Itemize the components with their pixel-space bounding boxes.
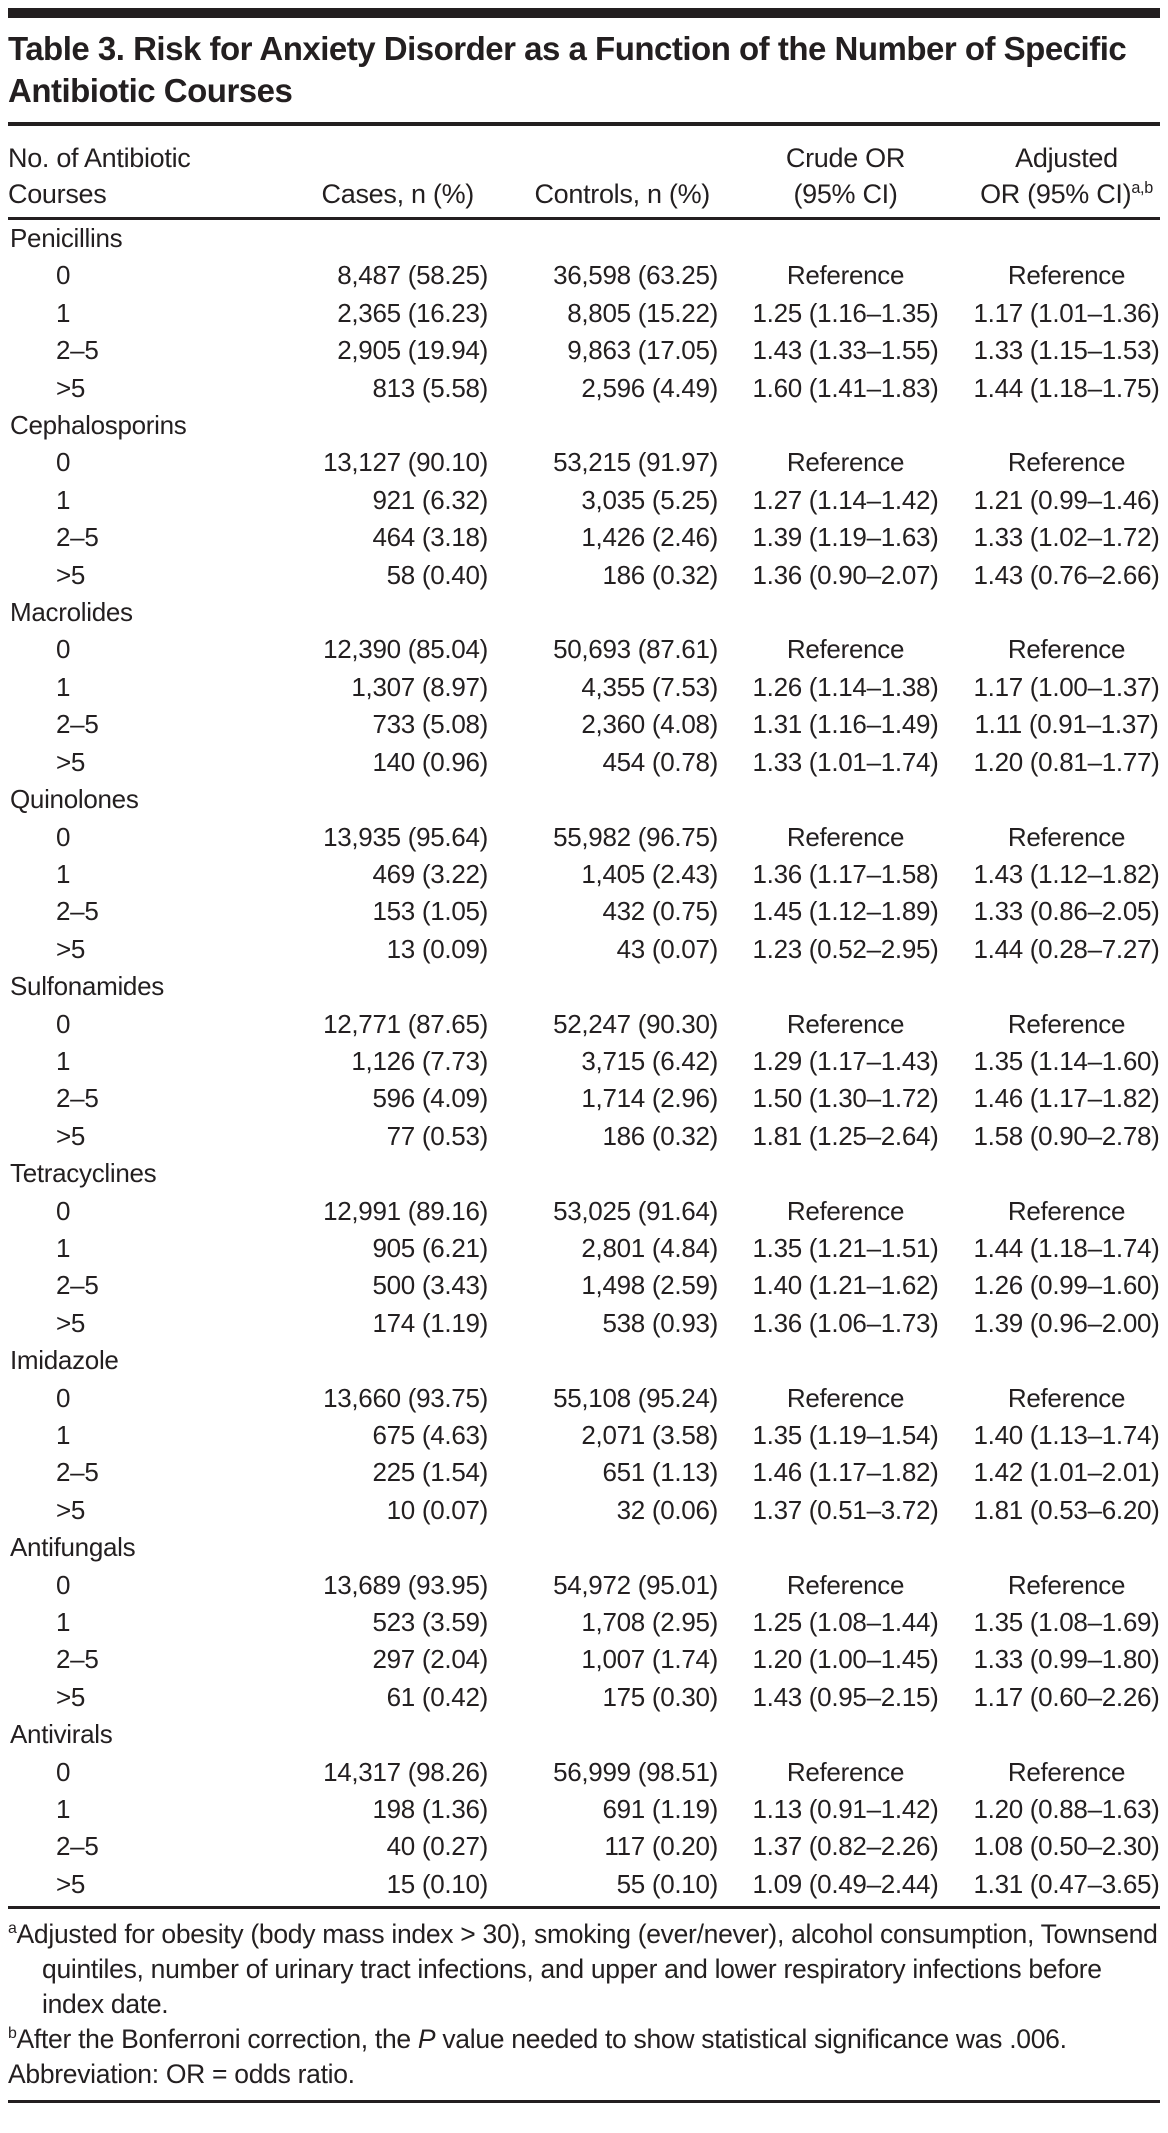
cases-cell: 8,487 (58.25) bbox=[337, 260, 488, 291]
section-header-row bbox=[8, 1155, 1160, 1192]
controls-cell: 9,863 (17.05) bbox=[567, 335, 718, 366]
courses-cell: >5 bbox=[56, 933, 86, 964]
crude-or-cell: 1.23 (0.52–2.95) bbox=[752, 933, 939, 964]
bottom-rule bbox=[8, 2100, 1160, 2103]
crude-or-cell: 1.81 (1.25–2.64) bbox=[752, 1120, 939, 1151]
adjusted-or-cell: 1.39 (0.96–2.00) bbox=[973, 1307, 1160, 1338]
table-row bbox=[8, 482, 1160, 519]
courses-cell: 1 bbox=[56, 484, 71, 515]
crude-or-cell: Reference bbox=[786, 1195, 905, 1226]
col-header-courses bbox=[8, 140, 193, 212]
cases-cell: 40 (0.27) bbox=[386, 1831, 488, 1862]
courses-cell: 2–5 bbox=[56, 522, 99, 553]
adjusted-or-cell: Reference bbox=[1007, 1756, 1126, 1787]
cases-cell: 2,365 (16.23) bbox=[337, 297, 488, 328]
table-row bbox=[8, 1118, 1160, 1155]
col-header-adjusted-or bbox=[973, 140, 1160, 212]
section-name: Penicillins bbox=[10, 223, 123, 253]
cases-cell: 13 (0.09) bbox=[386, 933, 488, 964]
adjusted-or-cell: 1.44 (0.28–7.27) bbox=[973, 933, 1160, 964]
courses-cell: 0 bbox=[56, 1569, 71, 1600]
abbreviation-note: Abbreviation: OR = odds ratio. bbox=[8, 2059, 355, 2090]
footnote-marker-ab: a,b bbox=[1131, 179, 1153, 197]
adjusted-or-cell: 1.33 (0.99–1.80) bbox=[973, 1644, 1160, 1675]
table-row bbox=[8, 257, 1160, 294]
table-row bbox=[8, 1006, 1160, 1043]
section-name: Macrolides bbox=[10, 597, 133, 628]
controls-cell: 1,714 (2.96) bbox=[581, 1083, 718, 1114]
cases-cell: 14,317 (98.26) bbox=[323, 1756, 488, 1787]
courses-cell: 1 bbox=[56, 1045, 71, 1076]
table-row bbox=[8, 1641, 1160, 1678]
section-name: Antifungals bbox=[10, 1532, 136, 1563]
col-header-cases: Cases, n (%) bbox=[321, 179, 474, 209]
section-header-row bbox=[8, 594, 1160, 631]
controls-cell: 32 (0.06) bbox=[616, 1494, 718, 1525]
adjusted-or-cell: 1.43 (1.12–1.82) bbox=[973, 858, 1160, 889]
crude-or-cell: 1.43 (1.33–1.55) bbox=[752, 335, 939, 366]
courses-cell: 0 bbox=[56, 1382, 71, 1413]
crude-or-cell: 1.33 (1.01–1.74) bbox=[752, 746, 939, 777]
crude-or-cell: 1.26 (1.14–1.38) bbox=[752, 671, 939, 702]
cases-cell: 1,126 (7.73) bbox=[351, 1045, 488, 1076]
table-row bbox=[8, 1679, 1160, 1716]
cases-cell: 13,127 (90.10) bbox=[323, 447, 488, 478]
courses-cell: 1 bbox=[56, 1607, 71, 1638]
crude-or-cell: 1.29 (1.17–1.43) bbox=[752, 1045, 939, 1076]
footnote-a-text: Adjusted for obesity (body mass index > 30), smoking (ever/never), alcohol consumption, Townsend quintiles, number of urinary tract infections, and upper and lower respiratory infections before index date. bbox=[16, 1919, 1158, 2020]
cases-cell: 500 (3.43) bbox=[372, 1270, 488, 1301]
table-row bbox=[8, 444, 1160, 481]
controls-cell: 3,035 (5.25) bbox=[581, 484, 718, 515]
courses-cell: 1 bbox=[56, 297, 71, 328]
section-header-row bbox=[8, 407, 1160, 444]
courses-cell: >5 bbox=[56, 372, 86, 403]
crude-or-cell: Reference bbox=[786, 634, 905, 665]
cases-cell: 13,660 (93.75) bbox=[323, 1382, 488, 1413]
adjusted-or-cell: 1.81 (0.53–6.20) bbox=[973, 1494, 1160, 1525]
courses-cell: 2–5 bbox=[56, 709, 99, 740]
table-row bbox=[8, 1380, 1160, 1417]
cases-cell: 675 (4.63) bbox=[372, 1420, 488, 1450]
crude-or-cell: 1.60 (1.41–1.83) bbox=[752, 372, 939, 403]
adjusted-or-cell: Reference bbox=[1007, 1195, 1126, 1226]
controls-cell: 53,025 (91.64) bbox=[553, 1195, 718, 1226]
courses-cell: 2–5 bbox=[56, 335, 99, 366]
crude-or-cell: 1.27 (1.14–1.42) bbox=[752, 484, 939, 515]
cases-cell: 596 (4.09) bbox=[372, 1083, 488, 1114]
crude-or-cell: 1.35 (1.19–1.54) bbox=[752, 1420, 939, 1450]
cases-cell: 12,771 (87.65) bbox=[323, 1008, 488, 1039]
table-row bbox=[8, 332, 1160, 369]
cases-cell: 464 (3.18) bbox=[372, 522, 488, 553]
section-name: Sulfonamides bbox=[10, 971, 164, 1002]
adjusted-or-cell: 1.42 (1.01–2.01) bbox=[973, 1457, 1160, 1488]
courses-cell: 1 bbox=[56, 1420, 71, 1450]
table-row bbox=[8, 370, 1160, 407]
table-row bbox=[8, 1492, 1160, 1529]
crude-or-cell: 1.13 (0.91–1.42) bbox=[752, 1794, 939, 1825]
controls-cell: 36,598 (63.25) bbox=[553, 260, 718, 291]
section-header-row bbox=[8, 1529, 1160, 1566]
courses-cell: 1 bbox=[56, 1232, 71, 1263]
crude-or-cell: 1.46 (1.17–1.82) bbox=[752, 1457, 939, 1488]
cases-cell: 297 (2.04) bbox=[372, 1644, 488, 1675]
adjusted-or-cell: Reference bbox=[1007, 821, 1126, 852]
col-header-adjusted-or-line2 bbox=[973, 176, 1160, 212]
controls-cell: 538 (0.93) bbox=[602, 1307, 718, 1338]
section-name: Antivirals bbox=[10, 1719, 113, 1750]
courses-cell: 2–5 bbox=[56, 1270, 99, 1301]
crude-or-cell: 1.35 (1.21–1.51) bbox=[752, 1232, 939, 1263]
courses-cell: 0 bbox=[56, 260, 71, 291]
crude-or-cell: 1.09 (0.49–2.44) bbox=[752, 1868, 939, 1899]
adjusted-or-cell: 1.33 (1.02–1.72) bbox=[973, 522, 1160, 553]
crude-or-cell: Reference bbox=[786, 1008, 905, 1039]
courses-cell: 2–5 bbox=[56, 1457, 99, 1488]
crude-or-cell: 1.25 (1.16–1.35) bbox=[752, 297, 939, 328]
controls-cell: 1,498 (2.59) bbox=[581, 1270, 718, 1301]
crude-or-cell: Reference bbox=[786, 1382, 905, 1413]
title-rule bbox=[8, 122, 1160, 126]
controls-cell: 1,007 (1.74) bbox=[581, 1644, 718, 1675]
footnote-b-italic-p: P bbox=[417, 2024, 436, 2055]
controls-cell: 175 (0.30) bbox=[602, 1681, 718, 1712]
table-row bbox=[8, 931, 1160, 968]
cases-cell: 12,390 (85.04) bbox=[323, 634, 488, 665]
table-row bbox=[8, 1305, 1160, 1342]
controls-cell: 1,708 (2.95) bbox=[581, 1607, 718, 1638]
table-row bbox=[8, 1230, 1160, 1267]
section-name: Imidazole bbox=[10, 1345, 119, 1376]
courses-cell: >5 bbox=[56, 1307, 86, 1338]
column-header-row bbox=[8, 140, 1160, 212]
crude-or-cell: 1.31 (1.16–1.49) bbox=[752, 709, 939, 740]
cases-cell: 225 (1.54) bbox=[372, 1457, 488, 1488]
cases-cell: 77 (0.53) bbox=[386, 1120, 488, 1151]
courses-cell: 2–5 bbox=[56, 1831, 99, 1862]
table-body bbox=[8, 220, 1160, 1903]
table-row bbox=[8, 1267, 1160, 1304]
cases-cell: 921 (6.32) bbox=[372, 484, 488, 515]
crude-or-cell: 1.43 (0.95–2.15) bbox=[752, 1681, 939, 1712]
col-header-courses-line2: Courses bbox=[8, 179, 107, 209]
cases-cell: 905 (6.21) bbox=[372, 1232, 488, 1263]
cases-cell: 733 (5.08) bbox=[372, 709, 488, 740]
adjusted-or-cell: Reference bbox=[1007, 447, 1126, 478]
controls-cell: 55,108 (95.24) bbox=[553, 1382, 718, 1413]
controls-cell: 8,805 (15.22) bbox=[567, 297, 718, 328]
table-row bbox=[8, 1417, 1160, 1454]
crude-or-cell: 1.36 (1.06–1.73) bbox=[752, 1307, 939, 1338]
crude-or-cell: 1.20 (1.00–1.45) bbox=[752, 1644, 939, 1675]
courses-cell: 0 bbox=[56, 1756, 71, 1787]
col-header-crude-or-line2: (95% CI) bbox=[793, 179, 898, 209]
crude-or-cell: 1.50 (1.30–1.72) bbox=[752, 1083, 939, 1114]
adjusted-or-cell: 1.43 (0.76–2.66) bbox=[973, 559, 1160, 590]
table-row bbox=[8, 1791, 1160, 1828]
adjusted-or-cell: 1.46 (1.17–1.82) bbox=[973, 1083, 1160, 1114]
adjusted-or-cell: 1.44 (1.18–1.75) bbox=[973, 372, 1160, 403]
controls-cell: 3,715 (6.42) bbox=[581, 1045, 718, 1076]
crude-or-cell: 1.25 (1.08–1.44) bbox=[752, 1607, 939, 1638]
cases-cell: 58 (0.40) bbox=[386, 559, 488, 590]
table-row bbox=[8, 519, 1160, 556]
controls-cell: 2,801 (4.84) bbox=[581, 1232, 718, 1263]
courses-cell: 2–5 bbox=[56, 896, 99, 927]
cases-cell: 153 (1.05) bbox=[372, 896, 488, 927]
courses-cell: >5 bbox=[56, 1120, 86, 1151]
col-header-crude-or bbox=[718, 140, 973, 212]
controls-cell: 691 (1.19) bbox=[602, 1794, 718, 1825]
adjusted-or-cell: 1.17 (1.00–1.37) bbox=[973, 671, 1160, 702]
crude-or-cell: Reference bbox=[786, 1756, 905, 1787]
table-row bbox=[8, 1454, 1160, 1491]
table-row bbox=[8, 1567, 1160, 1604]
cases-cell: 10 (0.07) bbox=[386, 1494, 488, 1525]
crude-or-cell: Reference bbox=[786, 260, 905, 291]
table-row bbox=[8, 1604, 1160, 1641]
footnote-b bbox=[8, 2022, 1160, 2057]
crude-or-cell: 1.37 (0.82–2.26) bbox=[752, 1831, 939, 1862]
courses-cell: 0 bbox=[56, 447, 71, 478]
footnote-a-marker: a bbox=[8, 1920, 17, 1938]
adjusted-or-cell: Reference bbox=[1007, 634, 1126, 665]
controls-cell: 2,360 (4.08) bbox=[581, 709, 718, 740]
footnotes bbox=[8, 1917, 1160, 2092]
controls-cell: 2,071 (3.58) bbox=[581, 1420, 718, 1450]
cases-cell: 61 (0.42) bbox=[386, 1681, 488, 1712]
adjusted-or-cell: Reference bbox=[1007, 1569, 1126, 1600]
crude-or-cell: 1.45 (1.12–1.89) bbox=[752, 896, 939, 927]
cases-cell: 469 (3.22) bbox=[372, 858, 488, 889]
courses-cell: 0 bbox=[56, 1008, 71, 1039]
footnote-a bbox=[8, 1917, 1160, 2022]
adjusted-or-cell: 1.35 (1.08–1.69) bbox=[973, 1607, 1160, 1638]
controls-cell: 2,596 (4.49) bbox=[581, 372, 718, 403]
adjusted-or-cell: 1.17 (0.60–2.26) bbox=[973, 1681, 1160, 1712]
controls-cell: 186 (0.32) bbox=[602, 1120, 718, 1151]
section-header-row bbox=[8, 781, 1160, 818]
footnote-b-prefix: After the Bonferroni correction, the bbox=[16, 2024, 418, 2055]
cases-cell: 13,935 (95.64) bbox=[323, 821, 488, 852]
top-rule bbox=[8, 8, 1160, 18]
adjusted-or-cell: 1.31 (0.47–3.65) bbox=[973, 1868, 1160, 1899]
courses-cell: 0 bbox=[56, 634, 71, 665]
courses-cell: >5 bbox=[56, 1868, 86, 1899]
controls-cell: 55,982 (96.75) bbox=[553, 821, 718, 852]
controls-cell: 117 (0.20) bbox=[604, 1831, 718, 1862]
table-row bbox=[8, 631, 1160, 668]
col-header-adjusted-or-line1: Adjusted bbox=[1015, 143, 1118, 173]
section-name: Cephalosporins bbox=[10, 410, 187, 441]
cases-cell: 174 (1.19) bbox=[372, 1307, 488, 1338]
table-row bbox=[8, 856, 1160, 893]
table-row bbox=[8, 1193, 1160, 1230]
adjusted-or-cell: 1.08 (0.50–2.30) bbox=[973, 1831, 1160, 1862]
courses-cell: 2–5 bbox=[56, 1083, 99, 1114]
footnote-b-suffix: value needed to show statistical significance was .006. bbox=[435, 2024, 1067, 2055]
col-header-adjusted-or-text: OR (95% CI) bbox=[980, 179, 1132, 209]
courses-cell: >5 bbox=[56, 1494, 86, 1525]
courses-cell: 1 bbox=[56, 858, 71, 889]
courses-cell: 2–5 bbox=[56, 1644, 99, 1675]
cases-cell: 140 (0.96) bbox=[372, 746, 488, 777]
cases-cell: 15 (0.10) bbox=[386, 1868, 488, 1899]
table-row bbox=[8, 295, 1160, 332]
section-name: Tetracyclines bbox=[10, 1158, 157, 1189]
cases-cell: 1,307 (8.97) bbox=[351, 671, 488, 702]
cases-cell: 12,991 (89.16) bbox=[323, 1195, 488, 1226]
controls-cell: 432 (0.75) bbox=[602, 896, 718, 927]
crude-or-cell: 1.36 (0.90–2.07) bbox=[752, 559, 939, 590]
table-row bbox=[8, 1828, 1160, 1865]
controls-cell: 50,693 (87.61) bbox=[553, 634, 718, 665]
controls-cell: 53,215 (91.97) bbox=[553, 447, 718, 478]
table-row bbox=[8, 1080, 1160, 1117]
controls-cell: 43 (0.07) bbox=[616, 933, 718, 964]
col-header-crude-or-line1: Crude OR bbox=[785, 143, 906, 173]
adjusted-or-cell: 1.58 (0.90–2.78) bbox=[973, 1120, 1160, 1151]
crude-or-cell: Reference bbox=[786, 1569, 905, 1600]
courses-cell: 0 bbox=[56, 1195, 71, 1226]
cases-cell: 198 (1.36) bbox=[372, 1794, 488, 1825]
crude-or-cell: Reference bbox=[786, 821, 905, 852]
adjusted-or-cell: 1.44 (1.18–1.74) bbox=[973, 1232, 1160, 1263]
adjusted-or-cell: Reference bbox=[1007, 1008, 1126, 1039]
controls-cell: 1,405 (2.43) bbox=[581, 858, 718, 889]
table-row bbox=[8, 1754, 1160, 1791]
col-header-controls: Controls, n (%) bbox=[534, 179, 710, 209]
adjusted-or-cell: 1.40 (1.13–1.74) bbox=[973, 1420, 1160, 1450]
table-title: Table 3. Risk for Anxiety Disorder as a Function of the Number of Specific Antibiotic Courses bbox=[8, 30, 1127, 109]
controls-cell: 454 (0.78) bbox=[602, 746, 718, 777]
adjusted-or-cell: 1.20 (0.81–1.77) bbox=[973, 746, 1160, 777]
cases-cell: 813 (5.58) bbox=[372, 372, 488, 403]
table-row bbox=[8, 819, 1160, 856]
controls-cell: 186 (0.32) bbox=[602, 559, 718, 590]
cases-cell: 13,689 (93.95) bbox=[323, 1569, 488, 1600]
crude-or-cell: 1.36 (1.17–1.58) bbox=[752, 858, 939, 889]
cases-cell: 523 (3.59) bbox=[372, 1607, 488, 1638]
table-row bbox=[8, 557, 1160, 594]
adjusted-or-cell: 1.11 (0.91–1.37) bbox=[974, 709, 1159, 740]
courses-cell: 0 bbox=[56, 821, 71, 852]
section-header-row bbox=[8, 220, 1160, 257]
controls-cell: 56,999 (98.51) bbox=[553, 1756, 718, 1787]
section-name: Quinolones bbox=[10, 784, 139, 815]
courses-cell: >5 bbox=[56, 559, 86, 590]
adjusted-or-cell: 1.33 (1.15–1.53) bbox=[973, 335, 1160, 366]
adjusted-or-cell: 1.17 (1.01–1.36) bbox=[973, 297, 1160, 328]
crude-or-cell: 1.40 (1.21–1.62) bbox=[752, 1270, 939, 1301]
adjusted-or-cell: 1.26 (0.99–1.60) bbox=[973, 1270, 1160, 1301]
adjusted-or-cell: Reference bbox=[1007, 260, 1126, 291]
courses-cell: 1 bbox=[56, 671, 71, 702]
table-row bbox=[8, 669, 1160, 706]
controls-cell: 1,426 (2.46) bbox=[581, 522, 718, 553]
table-row bbox=[8, 893, 1160, 930]
adjusted-or-cell: 1.33 (0.86–2.05) bbox=[973, 896, 1160, 927]
cases-cell: 2,905 (19.94) bbox=[337, 335, 488, 366]
table-row bbox=[8, 1043, 1160, 1080]
body-end-rule bbox=[8, 1906, 1160, 1909]
table-row bbox=[8, 1866, 1160, 1903]
controls-cell: 651 (1.13) bbox=[602, 1457, 718, 1488]
crude-or-cell: Reference bbox=[786, 447, 905, 478]
courses-cell: >5 bbox=[56, 746, 86, 777]
adjusted-or-cell: 1.35 (1.14–1.60) bbox=[973, 1045, 1160, 1076]
adjusted-or-cell: Reference bbox=[1007, 1382, 1126, 1413]
crude-or-cell: 1.37 (0.51–3.72) bbox=[752, 1494, 939, 1525]
courses-cell: 1 bbox=[56, 1794, 71, 1825]
controls-cell: 4,355 (7.53) bbox=[581, 671, 718, 702]
section-header-row bbox=[8, 968, 1160, 1005]
adjusted-or-cell: 1.21 (0.99–1.46) bbox=[973, 484, 1160, 515]
footnote-b-marker: b bbox=[8, 2025, 17, 2043]
section-header-row bbox=[8, 1716, 1160, 1753]
controls-cell: 54,972 (95.01) bbox=[553, 1569, 718, 1600]
adjusted-or-cell: 1.20 (0.88–1.63) bbox=[973, 1794, 1160, 1825]
table-row bbox=[8, 706, 1160, 743]
controls-cell: 55 (0.10) bbox=[616, 1868, 718, 1899]
col-header-courses-line1: No. of Antibiotic bbox=[8, 143, 191, 173]
courses-cell: >5 bbox=[56, 1681, 86, 1712]
controls-cell: 52,247 (90.30) bbox=[553, 1008, 718, 1039]
section-header-row bbox=[8, 1342, 1160, 1379]
crude-or-cell: 1.39 (1.19–1.63) bbox=[752, 522, 939, 553]
table-row bbox=[8, 744, 1160, 781]
